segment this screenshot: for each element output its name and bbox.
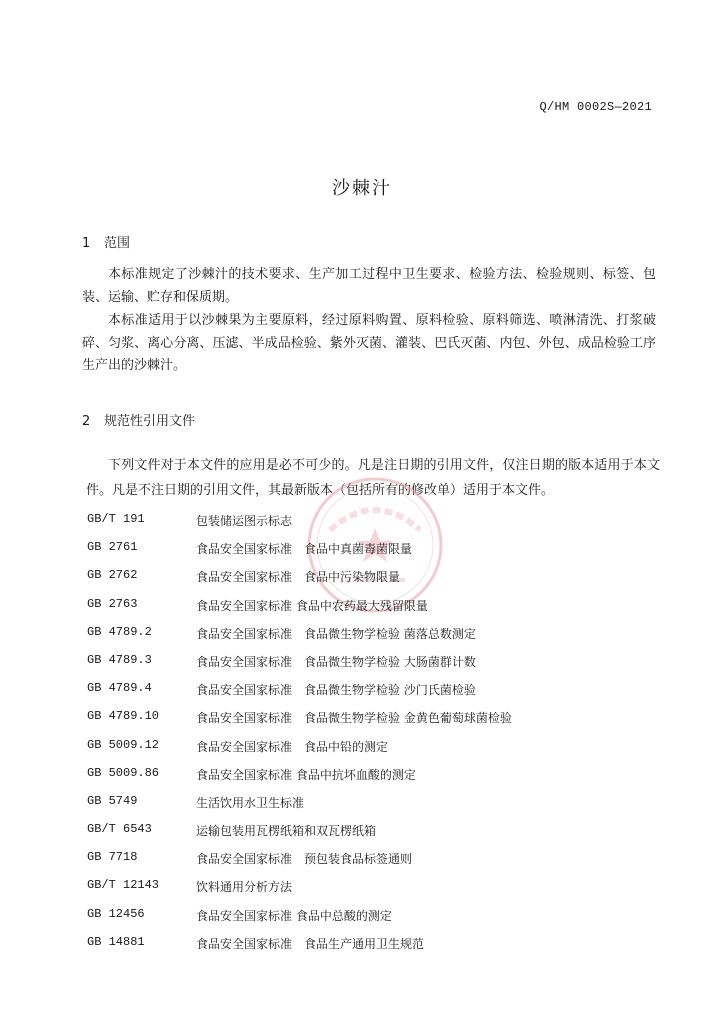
reference-row	[82, 621, 662, 649]
section-title: 规范性引用文件	[104, 414, 196, 429]
reference-code: GB 4789.10	[87, 709, 160, 724]
references-intro: 下列文件对于本文件的应用是必不可少的。凡是注日期的引用文件，仅注日期的版本适用于本文件。凡是不注日期的引用文件，其最新版本（包括所有的修改单）适用于本文件。	[86, 458, 660, 498]
section-1-heading	[82, 232, 130, 251]
reference-code: GB 7718	[87, 850, 138, 865]
document-title: 沙棘汁	[332, 178, 392, 199]
reference-title: 食品安全国家标准 食品微生物学检验 沙门氏菌检验	[196, 683, 476, 698]
reference-title: 饮料通用分析方法	[196, 880, 293, 895]
standard-code: Q/HM 0002S—2021	[539, 100, 652, 114]
reference-title: 食品安全国家标准 食品中真菌毒菌限量	[196, 542, 413, 557]
reference-row	[82, 790, 662, 818]
reference-row	[82, 818, 662, 846]
reference-code: GB 2762	[87, 568, 138, 583]
reference-title: 食品安全国家标准 食品中铅的测定	[196, 739, 389, 754]
reference-row	[82, 508, 662, 536]
reference-row	[82, 705, 662, 733]
reference-code: GB/T 12143	[87, 878, 160, 893]
reference-code: GB/T 6543	[87, 822, 152, 837]
scope-paragraph-2: 本标准适用于以沙棘果为主要原料，经过原料购置、原料检验、原料筛选、喷淋清洗、打浆破碎、匀浆、离心分离、压滤、半成品检验、紫外灭菌、灌装、巴氏灭菌、内包、外包、成品检验工序生产出的沙棘汁。	[82, 313, 656, 373]
reference-title: 食品安全国家标准 食品微生物学检验 大肠菌群计数	[196, 654, 476, 669]
reference-list	[82, 508, 662, 959]
reference-code: GB 5749	[87, 793, 138, 808]
section-2-heading	[82, 410, 195, 429]
section-number: 2	[82, 414, 91, 429]
reference-code: GB 5009.12	[87, 737, 160, 752]
reference-title: 生活饮用水卫生标准	[196, 795, 305, 810]
reference-title: 运输包装用瓦楞纸箱和双瓦楞纸箱	[196, 824, 377, 839]
reference-row	[82, 762, 662, 790]
reference-code: GB 4789.4	[87, 681, 152, 696]
reference-title: 食品安全国家标准 食品中污染物限量	[196, 570, 401, 585]
reference-code: GB 4789.2	[87, 624, 152, 639]
reference-title: 食品安全国家标准 食品生产通用卫生规范	[196, 936, 425, 951]
scope-paragraph-1: 本标准规定了沙棘汁的技术要求、生产加工过程中卫生要求、检验方法、检验规则、标签、包装、运输、贮存和保质期。	[82, 267, 656, 305]
reference-code: GB 12456	[87, 906, 145, 921]
reference-code: GB 5009.86	[87, 765, 160, 780]
reference-title: 食品安全国家标准 食品中农药最大残留限量	[196, 598, 428, 613]
reference-title: 食品安全国家标准 食品微生物学检验 金黄色葡萄球菌检验	[196, 711, 512, 726]
reference-row	[82, 931, 662, 959]
reference-row	[82, 677, 662, 705]
reference-title: 包装储运图示标志	[196, 514, 293, 528]
reference-title: 食品安全国家标准 食品中总酸的测定	[196, 908, 392, 923]
reference-code: GB 4789.3	[87, 652, 152, 667]
reference-row	[82, 734, 662, 762]
reference-code: GB/T 191	[87, 512, 145, 526]
section-number: 1	[82, 236, 91, 251]
reference-row	[82, 564, 662, 592]
reference-code: GB 2761	[87, 540, 138, 555]
reference-row	[82, 536, 662, 564]
reference-code: GB 2763	[87, 596, 138, 611]
reference-code: GB 14881	[87, 934, 145, 949]
reference-row	[82, 649, 662, 677]
section-title: 范围	[104, 236, 131, 251]
reference-row	[82, 846, 662, 874]
reference-title: 食品安全国家标准 预包装食品标签通则	[196, 852, 413, 867]
reference-row	[82, 593, 662, 621]
reference-row	[82, 903, 662, 931]
reference-row	[82, 874, 662, 902]
reference-title: 食品安全国家标准 食品微生物学检验 菌落总数测定	[196, 626, 476, 641]
reference-title: 食品安全国家标准 食品中抗坏血酸的测定	[196, 767, 416, 782]
